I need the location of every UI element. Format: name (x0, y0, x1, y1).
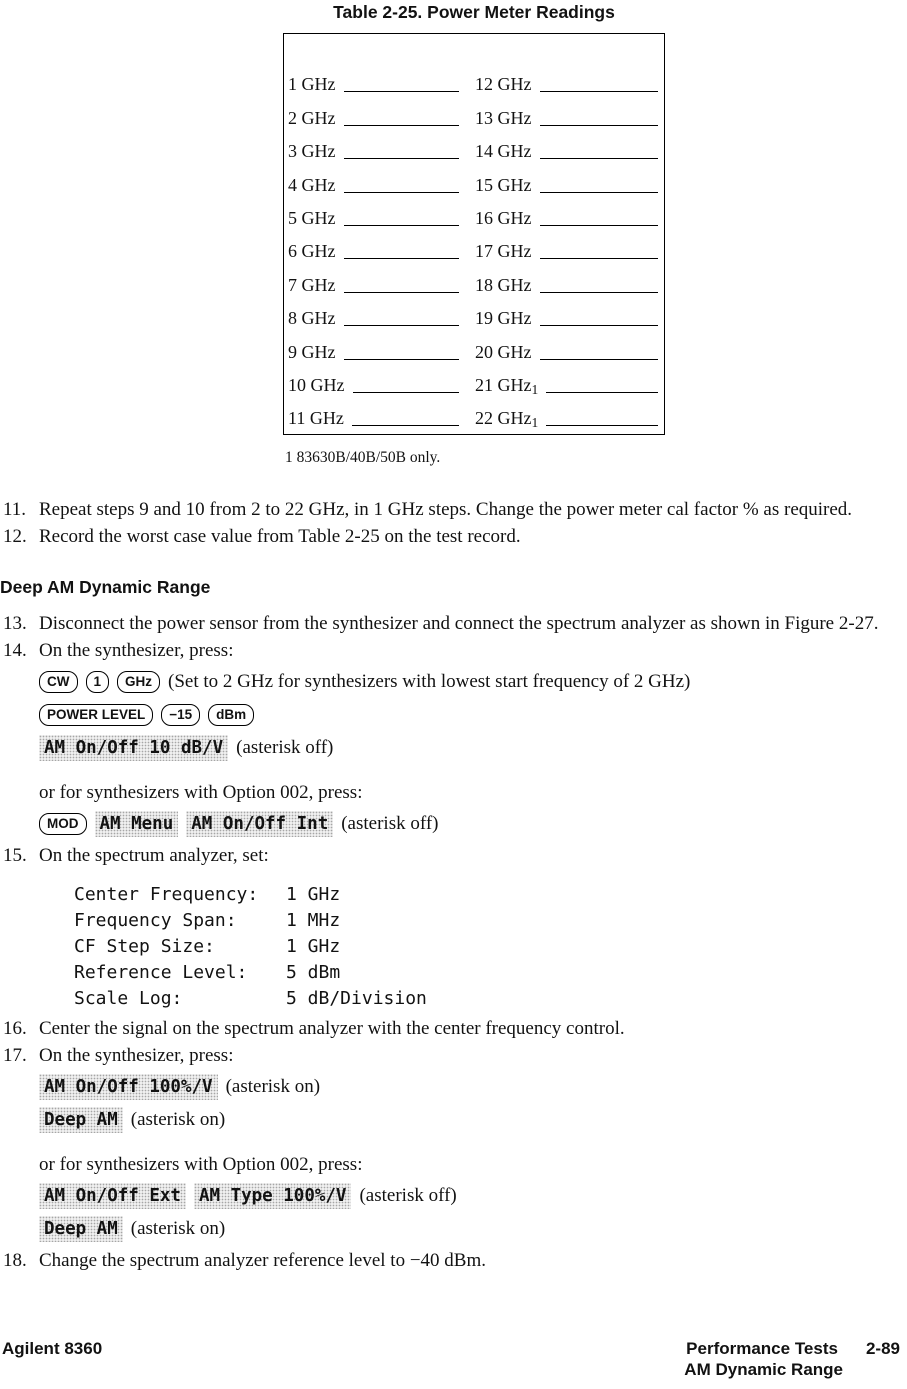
step-number: 11. (3, 499, 27, 521)
am-onoff-ext-softkey: AM On/Off Ext (39, 1183, 186, 1209)
step-number: 16. (3, 1018, 27, 1040)
step-14 (0, 637, 885, 842)
key-note: (Set to 2 GHz for synthesizers with lowest start frequency of 2 GHz) (168, 671, 691, 693)
table-footnote: 1 83630B/40B/50B only. (285, 449, 441, 467)
asterisk-note: (asterisk on) (130, 1109, 226, 1131)
ghz-key: GHz (117, 671, 160, 693)
freq-label: 7 GHz (288, 274, 336, 295)
setting-label: CF Step Size: (74, 936, 215, 958)
key-sequence-mod (39, 809, 885, 838)
footer-test-name: AM Dynamic Range (684, 1359, 843, 1379)
table-row (288, 262, 658, 295)
freq-label: 12 GHz (475, 74, 532, 95)
am-onoff-10dbv-softkey: AM On/Off 10 dB/V (39, 735, 228, 761)
asterisk-note: (asterisk on) (130, 1218, 226, 1240)
step-text: Change the spectrum analyzer reference level to −40 dBm. (39, 1250, 487, 1272)
am-menu-softkey: AM Menu (95, 811, 179, 837)
freq-label: 20 GHz (475, 341, 532, 362)
freq-label: 16 GHz (475, 207, 532, 228)
reading-blank (540, 123, 658, 126)
reading-blank (540, 256, 658, 259)
step-text: Center the signal on the spectrum analyzer with the center frequency control. (39, 1018, 625, 1040)
page-footer (0, 1339, 907, 1380)
asterisk-note: (asterisk on) (225, 1076, 321, 1098)
footnote-marker: 1 (531, 381, 539, 397)
setting-label: Frequency Span: (74, 910, 237, 932)
reading-blank (540, 357, 658, 360)
footer-product: Agilent 8360 (2, 1339, 103, 1358)
step-18 (0, 1247, 885, 1274)
dbm-key: dBm (208, 704, 254, 726)
reading-blank (540, 323, 658, 326)
step-12 (0, 523, 885, 550)
am-onoff-int-softkey: AM On/Off Int (186, 811, 333, 837)
freq-label: 2 GHz (288, 107, 336, 128)
reading-blank (344, 156, 460, 159)
setting-value: 1 MHz (286, 910, 341, 932)
freq-label: 14 GHz (475, 141, 532, 162)
freq-label: 11 GHz (288, 408, 344, 429)
softkey-line-am-ext (39, 1181, 885, 1210)
table-row (288, 129, 658, 162)
table-row (288, 196, 658, 229)
reading-blank (540, 290, 658, 293)
step-13 (0, 610, 885, 637)
setting-row (74, 934, 885, 960)
power-level-key: POWER LEVEL (39, 704, 153, 726)
key-sequence-frequency (39, 667, 885, 696)
step-number: 15. (3, 845, 27, 867)
step-number: 12. (3, 526, 27, 548)
reading-blank (546, 390, 658, 393)
am-type-100v-softkey: AM Type 100%/V (194, 1183, 352, 1209)
asterisk-note: (asterisk off) (236, 737, 334, 759)
table-row (288, 62, 658, 95)
footnote-marker: 1 (531, 415, 539, 431)
analyzer-settings-block (74, 882, 885, 1012)
table-row (288, 296, 658, 329)
freq-label: 21 GHz (475, 374, 532, 395)
softkey-line-am-onoff-10dbv (39, 733, 885, 762)
setting-value: 5 dB/Division (286, 988, 427, 1010)
step-number: 17. (3, 1045, 27, 1067)
step-number: 14. (3, 640, 27, 662)
cw-key: CW (39, 671, 78, 693)
asterisk-note: (asterisk off) (359, 1185, 457, 1207)
reading-blank (344, 223, 460, 226)
step-text: Repeat steps 9 and 10 from 2 to 22 GHz, in 1 GHz steps. Change the power meter cal factor % as required. (39, 499, 853, 521)
setting-row (74, 882, 885, 908)
one-key: 1 (86, 671, 110, 693)
table-row (288, 396, 658, 429)
reading-blank (344, 290, 460, 293)
step-number: 18. (3, 1250, 27, 1272)
reading-blank (540, 89, 658, 92)
step-11 (0, 496, 885, 523)
freq-label: 17 GHz (475, 241, 532, 262)
power-meter-readings-table (283, 33, 665, 435)
freq-label: 19 GHz (475, 308, 532, 329)
step-text: Disconnect the power sensor from the synthesizer and connect the spectrum analyzer as shown in Figure 2-27. (39, 613, 879, 635)
reading-blank (344, 323, 460, 326)
reading-blank (344, 256, 460, 259)
table-row (288, 229, 658, 262)
step-16 (0, 1015, 885, 1042)
freq-label: 6 GHz (288, 241, 336, 262)
step-text: On the synthesizer, press: (39, 640, 234, 662)
softkey-line-deep-am (39, 1105, 885, 1134)
freq-label: 18 GHz (475, 274, 532, 295)
table-title: Table 2-25. Power Meter Readings (333, 2, 615, 22)
option-002-text: or for synthesizers with Option 002, press: (39, 1154, 363, 1176)
footer-section: Performance Tests (686, 1339, 838, 1358)
table-row (288, 329, 658, 362)
freq-label: 9 GHz (288, 341, 336, 362)
reading-blank (540, 156, 658, 159)
softkey-line-deep-am-2 (39, 1214, 885, 1243)
table-row (288, 95, 658, 128)
freq-label: 1 GHz (288, 74, 336, 95)
step-15 (0, 842, 885, 1015)
reading-blank (344, 89, 460, 92)
reading-blank (344, 190, 460, 193)
reading-blank (352, 423, 459, 426)
procedure-steps (0, 496, 907, 1274)
setting-value: 1 GHz (286, 936, 341, 958)
freq-label: 22 GHz (475, 408, 532, 429)
reading-blank (540, 190, 658, 193)
setting-label: Scale Log: (74, 988, 183, 1010)
step-text: Record the worst case value from Table 2-25 on the test record. (39, 526, 521, 548)
mod-key: MOD (39, 813, 87, 835)
softkey-line-am-onoff-100v (39, 1072, 885, 1101)
freq-label: 10 GHz (288, 374, 345, 395)
reading-blank (353, 390, 460, 393)
section-heading: Deep AM Dynamic Range (0, 577, 211, 598)
asterisk-note: (asterisk off) (341, 813, 439, 835)
step-text: On the synthesizer, press: (39, 1045, 234, 1067)
table-row (288, 162, 658, 195)
setting-row (74, 908, 885, 934)
option-002-text: or for synthesizers with Option 002, press: (39, 782, 363, 804)
setting-row (74, 986, 885, 1012)
minus-15-key: −15 (161, 704, 200, 726)
reading-blank (344, 357, 460, 360)
reading-blank (546, 423, 658, 426)
freq-label: 13 GHz (475, 107, 532, 128)
setting-value: 1 GHz (286, 884, 341, 906)
freq-label: 3 GHz (288, 141, 336, 162)
setting-label: Center Frequency: (74, 884, 259, 906)
setting-value: 5 dBm (286, 962, 341, 984)
step-number: 13. (3, 613, 27, 635)
key-sequence-power-level (39, 700, 885, 729)
deep-am-softkey: Deep AM (39, 1107, 123, 1133)
step-text: On the spectrum analyzer, set: (39, 845, 269, 867)
reading-blank (344, 123, 460, 126)
setting-row (74, 960, 885, 986)
step-17 (0, 1042, 885, 1247)
freq-label: 15 GHz (475, 174, 532, 195)
freq-label: 4 GHz (288, 174, 336, 195)
freq-label: 8 GHz (288, 308, 336, 329)
freq-label: 5 GHz (288, 207, 336, 228)
am-onoff-100v-softkey: AM On/Off 100%/V (39, 1074, 218, 1100)
table-row (288, 363, 658, 396)
page-number: 2-89 (865, 1339, 900, 1358)
footer-section-line (684, 1339, 900, 1360)
deep-am-softkey: Deep AM (39, 1216, 123, 1242)
setting-label: Reference Level: (74, 962, 248, 984)
reading-blank (540, 223, 658, 226)
